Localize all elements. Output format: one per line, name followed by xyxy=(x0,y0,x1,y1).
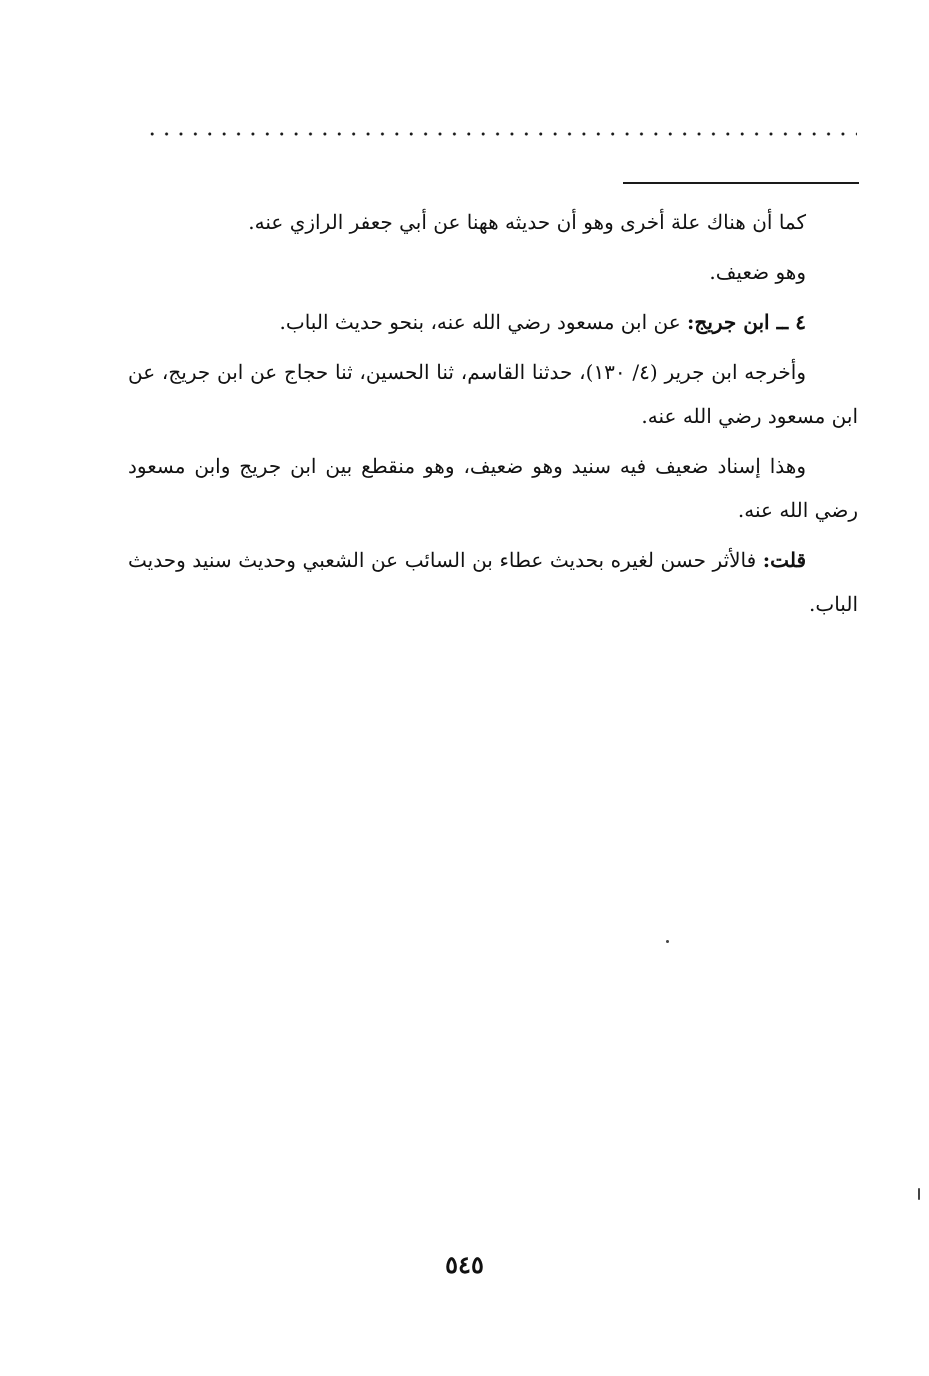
paragraph-2-text: وهو ضعيف. xyxy=(709,260,806,284)
dotted-separator xyxy=(145,132,857,136)
paragraph-5 xyxy=(128,444,858,532)
paragraph-3 xyxy=(128,300,858,344)
paragraph-6 xyxy=(128,538,858,626)
paragraph-6-text: فالأثر حسن لغيره بحديث عطاء بن السائب عن الشعبي وحديث سنيد وحديث الباب. xyxy=(128,548,858,616)
paragraph-6-lead: قلت: xyxy=(762,548,806,572)
page-number: ٥٤٥ xyxy=(445,1250,484,1279)
scan-speck xyxy=(666,940,669,943)
paragraph-3-lead: ٤ ــ ابن جريج: xyxy=(687,310,806,334)
scan-speck xyxy=(918,1188,920,1200)
paragraph-2 xyxy=(128,250,858,294)
paragraph-4 xyxy=(128,350,858,438)
paragraph-3-text: عن ابن مسعود رضي الله عنه، بنحو حديث الباب. xyxy=(279,310,688,334)
paragraph-4-text: وأخرجه ابن جرير (٤/ ١٣٠)، حدثنا القاسم، ثنا الحسين، ثنا حجاج عن ابن جريج، عن ابن مسعود رضي الله عنه. xyxy=(128,360,858,428)
paragraph-1-text: كما أن هناك علة أخرى وهو أن حديثه ههنا عن أبي جعفر الرازي عنه. xyxy=(248,210,806,234)
section-rule xyxy=(623,182,859,184)
paragraph-5-text: وهذا إسناد ضعيف فيه سنيد وهو ضعيف، وهو منقطع بين ابن جريج وابن مسعود رضي الله عنه. xyxy=(128,454,858,522)
page-body xyxy=(128,200,858,632)
paragraph-1 xyxy=(128,200,858,244)
